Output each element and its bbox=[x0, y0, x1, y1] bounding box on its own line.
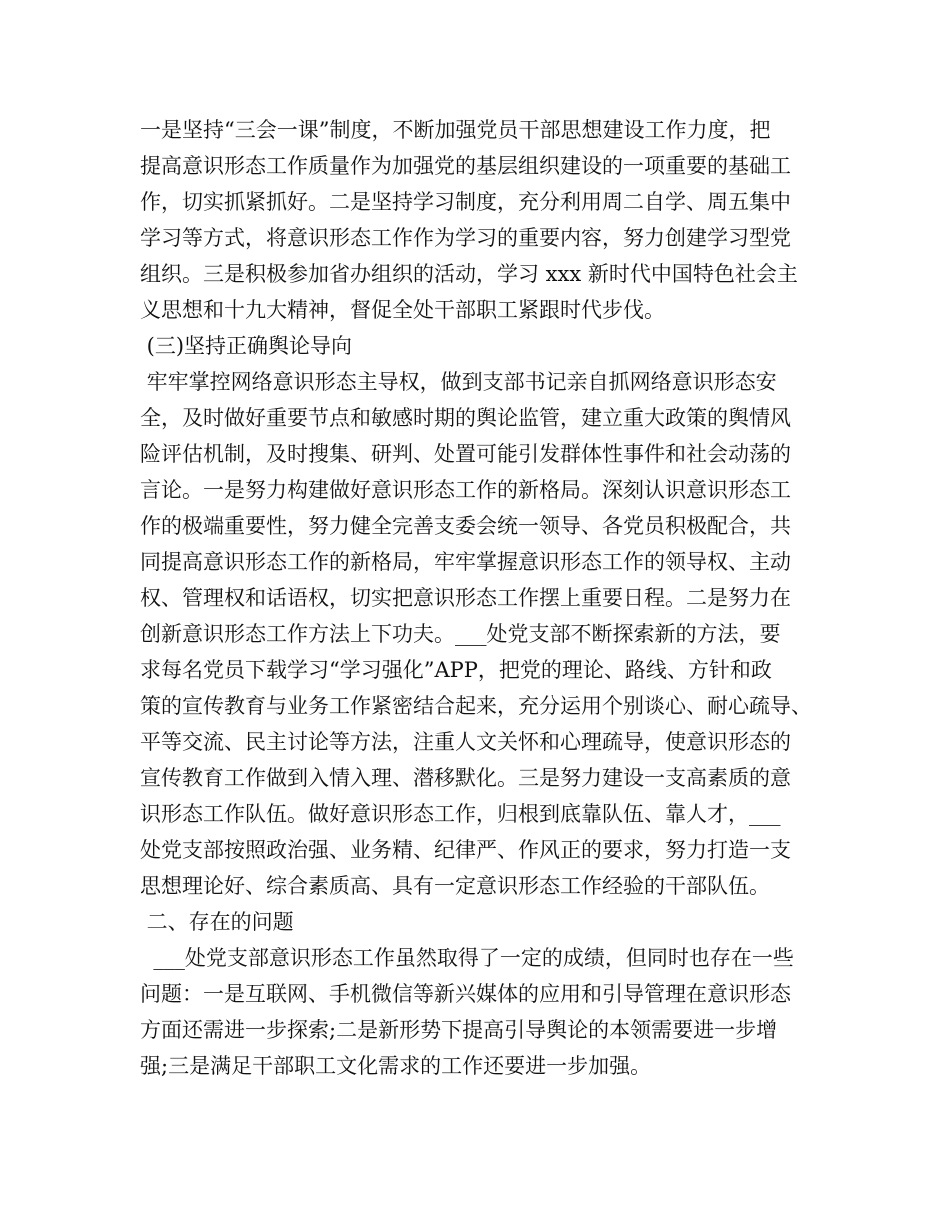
text-line: 组织。三是积极参加省办组织的活动，学习 xxx 新时代中国特色社会主 bbox=[140, 262, 798, 286]
text-line: 问题：一是互联网、手机微信等新兴媒体的应用和引导管理在意识形态 bbox=[140, 982, 791, 1006]
text-line: 同提高意识形态工作的新格局，牢牢掌握意识形态工作的领导权、主动 bbox=[140, 550, 791, 574]
section-heading: 二、存在的问题 bbox=[140, 910, 294, 934]
text-line: 方面还需进一步探索;二是新形势下提高引导舆论的本领需要进一步增 bbox=[140, 1018, 778, 1042]
text-line: 处党支部按照政治强、业务精、纪律严、作风正的要求，努力打造一支 bbox=[140, 838, 791, 862]
text-line: 平等交流、民主讨论等方法，注重人文关怀和心理疏导，使意识形态的 bbox=[140, 730, 791, 754]
text-line: 作的极端重要性，努力健全完善支委会统一领导、各党员积极配合，共 bbox=[140, 514, 791, 538]
text-line: 策的宣传教育与业务工作紧密结合起来，充分运用个别谈心、耐心疏导、 bbox=[140, 694, 812, 718]
text-line: 作，切实抓紧抓好。二是坚持学习制度，充分利用周二自学、周五集中 bbox=[140, 190, 791, 214]
document-body bbox=[140, 112, 830, 1084]
text-line: 一是坚持“三会一课”制度，不断加强党员干部思想建设工作力度，把 bbox=[140, 118, 771, 142]
text-line: 义思想和十九大精神，督促全处干部职工紧跟时代步伐。 bbox=[140, 298, 665, 322]
text-line: 险评估机制，及时搜集、研判、处置可能引发群体性事件和社会动荡的 bbox=[140, 442, 791, 466]
section-heading: (三)坚持正确舆论导向 bbox=[140, 334, 353, 358]
text-line: 提高意识形态工作质量作为加强党的基层组织建设的一项重要的基础工 bbox=[140, 154, 791, 178]
text-line: 求每名党员下载学习“学习强化”APP，把党的理论、路线、方针和政 bbox=[140, 658, 772, 682]
text-line: 创新意识形态工作方法上下功夫。___处党支部不断探索新的方法，要 bbox=[140, 622, 781, 646]
text-line: 权、管理权和话语权，切实把意识形态工作摆上重要日程。二是努力在 bbox=[140, 586, 791, 610]
text-line: 宣传教育工作做到入情入理、潜移默化。三是努力建设一支高素质的意 bbox=[140, 766, 791, 790]
text-line: 牢牢掌控网络意识形态主导权，做到支部书记亲自抓网络意识形态安 bbox=[140, 370, 777, 394]
text-line: 识形态工作队伍。做好意识形态工作，归根到底靠队伍、靠人才，___ bbox=[140, 802, 781, 826]
text-line: ___处党支部意识形态工作虽然取得了一定的成绩，但同时也存在一些 bbox=[140, 946, 794, 970]
text-line: 强;三是满足干部职工文化需求的工作还要进一步加强。 bbox=[140, 1054, 652, 1078]
text-line: 思想理论好、综合素质高、具有一定意识形态工作经验的干部队伍。 bbox=[140, 874, 770, 898]
text-line: 言论。一是努力构建做好意识形态工作的新格局。深刻认识意识形态工 bbox=[140, 478, 791, 502]
text-line: 全，及时做好重要节点和敏感时期的舆论监管，建立重大政策的舆情风 bbox=[140, 406, 791, 430]
text-line: 学习等方式，将意识形态工作作为学习的重要内容，努力创建学习型党 bbox=[140, 226, 791, 250]
